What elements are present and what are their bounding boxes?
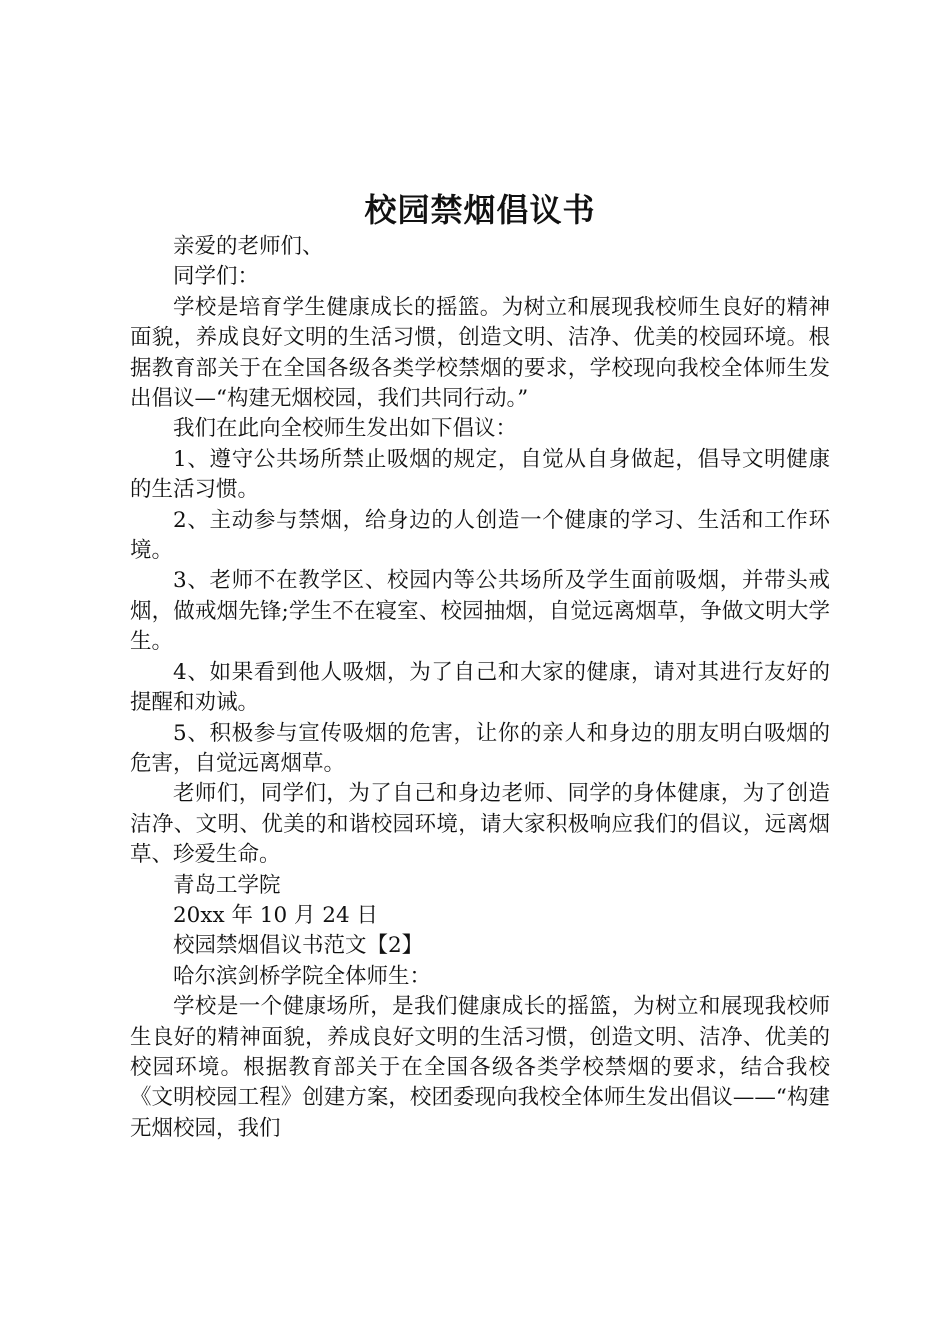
greeting-line-1: 亲爱的老师们、: [173, 234, 324, 259]
greeting-2: 哈尔滨剑桥学院全体师生：: [173, 963, 432, 989]
proposal-item-5: 5、积极参与宣传吸烟的危害，让你的亲人和身边的朋友明白吸烟的危害，自觉远离烟草。: [130, 720, 830, 776]
document-page: [130, 188, 830, 1144]
closing-paragraph: 老师们，同学们，为了自己和身边老师、同学的身体健康，为了创造洁净、文明、优美的和谐校园环境，请大家积极响应我们的倡议，远离烟草、珍爱生命。: [130, 781, 830, 868]
signature-org: 青岛工学院: [173, 872, 281, 898]
document-title: 校园禁烟倡议书: [364, 191, 596, 229]
signature-date: 20xx 年 10 月 24 日: [173, 902, 378, 928]
proposal-item-3: 3、老师不在教学区、校园内等公共场所及学生面前吸烟，并带头戒烟，做戒烟先锋;学生不在寝室、校园抽烟，自觉远离烟草，争做文明大学生。: [130, 568, 830, 655]
proposal-item-2: 2、主动参与禁烟，给身边的人创造一个健康的学习、生活和工作环境。: [130, 507, 830, 564]
section-heading-2: 校园禁烟倡议书范文【2】: [173, 933, 424, 959]
greeting-line-2: 同学们：: [173, 264, 260, 290]
proposal-lead: 我们在此向全校师生发出如下倡议：: [173, 416, 518, 442]
intro-paragraph-2: 学校是一个健康场所，是我们健康成长的摇篮，为树立和展现我校师生良好的精神面貌，养成良好文明的生活习惯，创造文明、洁净、优美的校园环境。根据教育部关于在全国各级各类学校禁烟的要求，结合我校《文明校园工程》创建方案，校团委现向我校全体师生发出倡议——“构建无烟校园，我们: [130, 994, 830, 1141]
intro-paragraph: 学校是培育学生健康成长的摇篮。为树立和展现我校师生良好的精神面貌，养成良好文明的生活习惯，创造文明、洁净、优美的校园环境。根据教育部关于在全国各级各类学校禁烟的要求，学校现向我校全体师生发出倡议—“构建无烟校园，我们共同行动。”: [130, 294, 830, 412]
proposal-item-1: 1、遵守公共场所禁止吸烟的规定，自觉从自身做起，倡导文明健康的生活习惯。: [130, 446, 830, 503]
proposal-item-4: 4、如果看到他人吸烟，为了自己和大家的健康，请对其进行友好的提醒和劝诫。: [130, 659, 830, 716]
